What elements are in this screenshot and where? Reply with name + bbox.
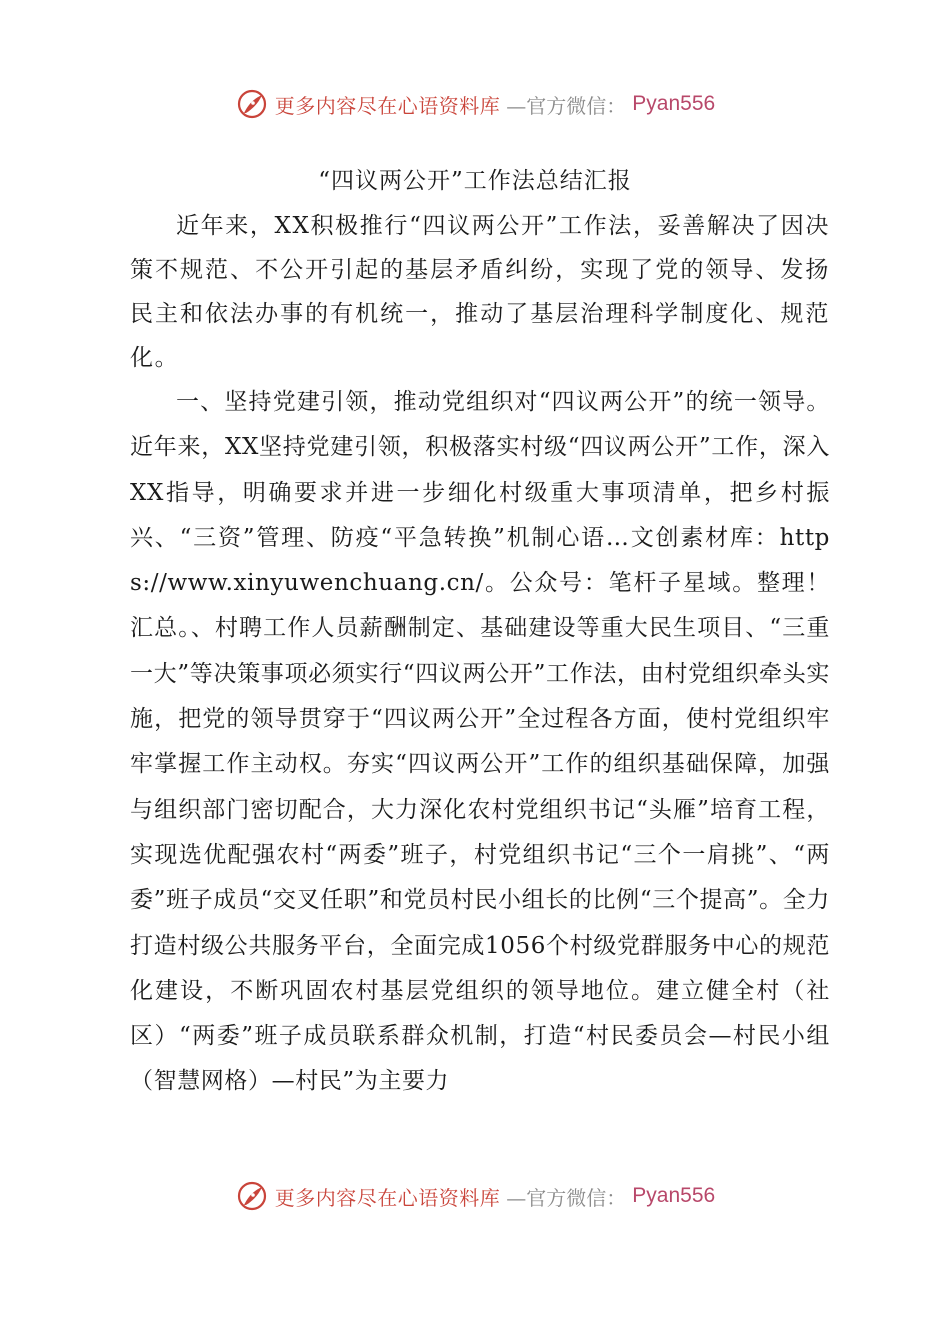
watermark-text: 更多内容尽在心语资料库 xyxy=(274,1185,501,1210)
pen-nib-logo-icon xyxy=(235,87,269,121)
paragraph-block-1 xyxy=(130,204,830,380)
header-watermark xyxy=(0,82,950,126)
watermark-text: 更多内容尽在心语资料库 xyxy=(274,93,501,118)
watermark-wechat-label: —官方微信： xyxy=(506,1185,627,1210)
footer-watermark xyxy=(0,1174,950,1218)
body-paragraph: 一、坚持党建引领，推动党组织对“四议两公开”的统一领导。近年来，XX坚持党建引领，积极落实村级“四议两公开”工作，深入XX指导，明确要求并进一步细化村级重大事项清单，把乡村振兴、“三资”管理、防疫“平急转换”机制心语…文创素材库：https://www.xinyuwenchuang.cn/。公众号：笔杆子星域。整理！汇总。、村聘工作人员薪酬制定、基础建设等重大民生项目、“三重一大”等决策事项必须实行“四议两公开”工作法，由村党组织牵头实施，把党的领导贯穿于“四议两公开”全过程各方面，使村党组织牢牢掌握工作主动权。夯实“四议两公开”工作的组织基础保障，加强与组织部门密切配合，大力深化农村党组织书记“头雁”培育工程，实现选优配强农村“两委”班子，村党组织书记“三个一肩挑”、“两委”班子成员“交叉任职”和党员村民小组长的比例“三个提高”。全力打造村级公共服务平台，全面完成1056个村级党群服务中心的规范化建设，不断巩固农村基层党组织的领导地位。建立健全村（社区）“两委”班子成员联系群众机制，打造“村民委员会—村民小组（智慧网格）—村民”为主要力 xyxy=(130,389,830,1095)
watermark-wechat-id: Pyan556 xyxy=(632,92,716,115)
pen-nib-logo-icon xyxy=(235,1179,269,1213)
paragraph-block-2 xyxy=(130,380,830,1105)
body-paragraph: 近年来，XX积极推行“四议两公开”工作法，妥善解决了因决策不规范、不公开引起的基层矛盾纠纷，实现了党的领导、发扬民主和依法办事的有机统一，推动了基层治理科学制度化、规范化。 xyxy=(130,213,830,371)
watermark-wechat-label: —官方微信： xyxy=(506,93,627,118)
watermark-wechat-id: Pyan556 xyxy=(632,1184,716,1207)
document-title: “四议两公开”工作法总结汇报 xyxy=(318,168,632,194)
